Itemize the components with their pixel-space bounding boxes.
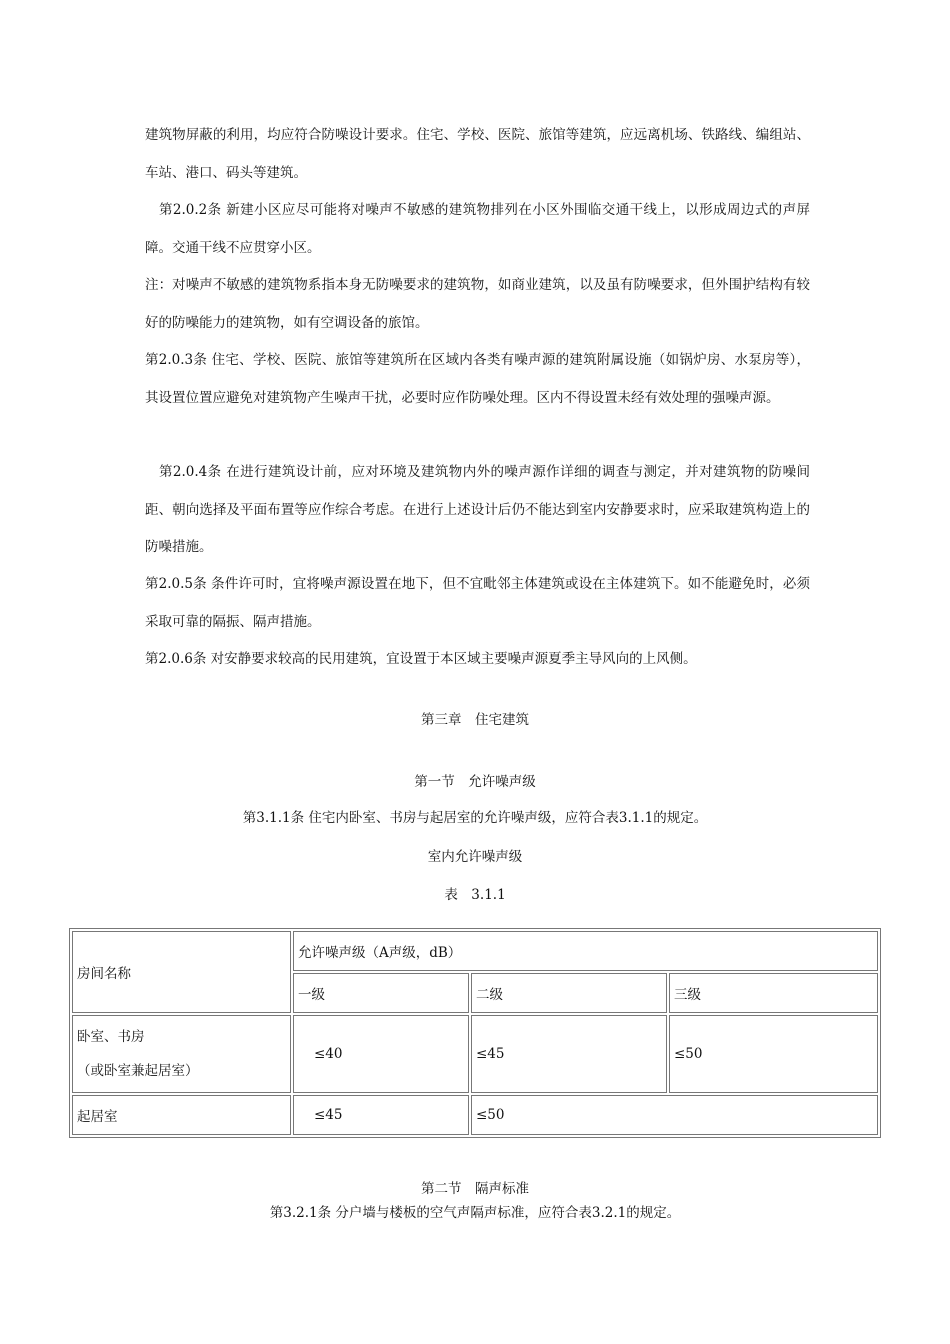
- bedroom-level-3-value: ≤50: [669, 1015, 878, 1093]
- header-room-name: 房间名称: [72, 931, 291, 1013]
- paragraph-note: 注：对噪声不敏感的建筑物系指本身无防噪要求的建筑物，如商业建筑，以及虽有防噪要求，但外围护结构有较好的防噪能力的建筑物，如有空调设备的旅馆。: [145, 277, 810, 331]
- row-bedroom-name-line2: （或卧室兼起居室）: [77, 1063, 199, 1079]
- living-room-level-2-3-value: ≤50: [471, 1095, 878, 1135]
- section-title-allowed-noise: 第一节 允许噪声级: [414, 774, 536, 790]
- row-bedroom-name: [72, 1015, 291, 1093]
- header-level-2: 二级: [471, 973, 667, 1013]
- paragraph-site-planning: 建筑物屏蔽的利用，均应符合防噪设计要求。住宅、学校、医院、旅馆等建筑，应远离机场、铁路线、编组站、车站、港口、码头等建筑。: [145, 127, 810, 181]
- bedroom-level-2-value: ≤45: [471, 1015, 667, 1093]
- header-allowed-noise-level: 允许噪声级（A声级，dB）: [293, 931, 878, 971]
- row-living-room-name: 起居室: [72, 1095, 291, 1135]
- table-number: 表 3.1.1: [444, 887, 506, 903]
- paragraph-clause-2-0-3: 第2.0.3条 住宅、学校、医院、旅馆等建筑所在区域内各类有噪声源的建筑附属设施（如锅炉房、水泵房等），其设置位置应避免对建筑物产生噪声干扰，必要时应作防噪处理。区内不得设置未经有效处理的强噪声源。: [145, 352, 810, 406]
- bedroom-level-1-value: ≤40: [293, 1015, 469, 1093]
- paragraph-clause-2-0-5: 第2.0.5条 条件许可时，宜将噪声源设置在地下，但不宜毗邻主体建筑或设在主体建筑下。如不能避免时，必须采取可靠的隔振、隔声措施。: [145, 576, 810, 630]
- clause-3-2-1: 第3.2.1条 分户墙与楼板的空气声隔声标准，应符合表3.2.1的规定。: [269, 1205, 681, 1221]
- allowed-noise-table: [69, 928, 881, 1138]
- paragraph-clause-2-0-4: 第2.0.4条 在进行建筑设计前，应对环境及建筑物内外的噪声源作详细的调查与测定，并对建筑物的防噪间距、朝向选择及平面布置等应作综合考虑。在进行上述设计后仍不能达到室内安静要求时，应采取建筑构造上的防噪措施。: [145, 464, 810, 555]
- header-level-3: 三级: [669, 973, 878, 1013]
- paragraph-clause-2-0-6: 第2.0.6条 对安静要求较高的民用建筑，宜设置于本区域主要噪声源夏季主导风向的上风侧。: [145, 651, 697, 667]
- chapter-title: 第三章 住宅建筑: [421, 712, 529, 728]
- row-bedroom-name-line1: 卧室、书房: [77, 1029, 145, 1045]
- header-level-1: 一级: [293, 973, 469, 1013]
- paragraph-clause-2-0-2: 第2.0.2条 新建小区应尽可能将对噪声不敏感的建筑物排列在小区外围临交通干线上，以形成周边式的声屏障。交通干线不应贯穿小区。: [145, 202, 810, 256]
- living-room-level-1-value: ≤45: [293, 1095, 469, 1135]
- clause-3-1-1: 第3.1.1条 住宅内卧室、书房与起居室的允许噪声级，应符合表3.1.1的规定。: [242, 810, 708, 826]
- table-caption: 室内允许噪声级: [427, 849, 523, 865]
- section-title-sound-insulation: 第二节 隔声标准: [421, 1181, 529, 1197]
